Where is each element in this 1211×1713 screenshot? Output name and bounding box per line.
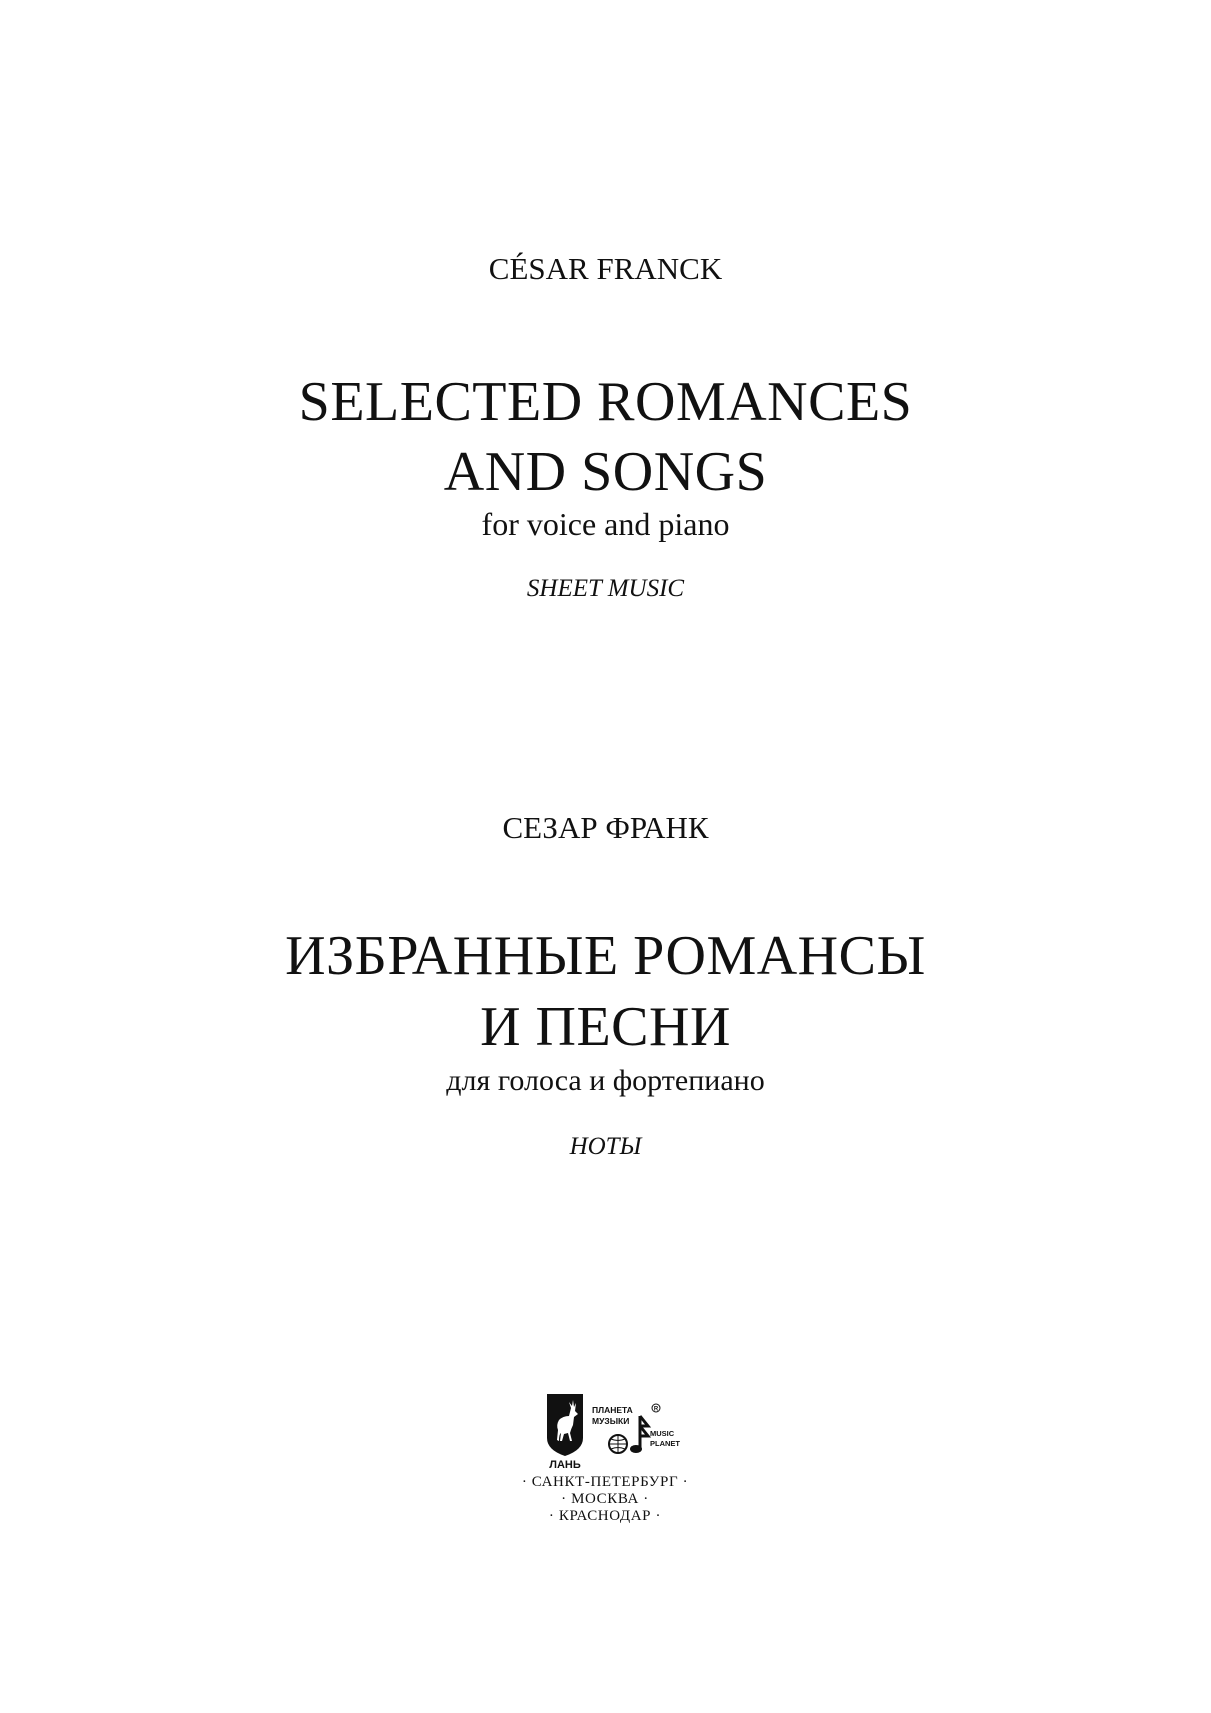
music-planet-logo bbox=[592, 1396, 682, 1466]
lan-deer-logo bbox=[545, 1392, 585, 1470]
title-russian-line-2: И ПЕСНИ bbox=[480, 996, 731, 1058]
svg-text:ПЛАНЕТА: ПЛАНЕТА bbox=[592, 1405, 633, 1415]
genre-english: SHEET MUSIC bbox=[526, 575, 685, 602]
svg-text:ЛАНЬ: ЛАНЬ bbox=[549, 1459, 581, 1470]
author-name-russian: СЕЗАР ФРАНК bbox=[502, 810, 709, 845]
publisher-block bbox=[505, 1392, 705, 1532]
svg-text:R: R bbox=[653, 1406, 659, 1413]
author-name-english: CÉSAR FRANCK bbox=[488, 251, 723, 286]
title-russian-line-1: ИЗБРАННЫЕ РОМАНСЫ bbox=[285, 925, 926, 987]
city-moscow: · МОСКВА · bbox=[505, 1491, 705, 1508]
svg-text:PLANET: PLANET bbox=[650, 1439, 680, 1448]
svg-text:MUSIC: MUSIC bbox=[650, 1429, 675, 1438]
city-krasnodar: · КРАСНОДАР · bbox=[505, 1508, 705, 1525]
title-english-line-1: SELECTED ROMANCES bbox=[298, 371, 913, 433]
title-english-line-2: AND SONGS bbox=[443, 441, 768, 503]
publisher-cities bbox=[505, 1474, 705, 1525]
svg-text:МУЗЫКИ: МУЗЫКИ bbox=[592, 1416, 630, 1426]
city-saint-petersburg: · САНКТ-ПЕТЕРБУРГ · bbox=[505, 1474, 705, 1491]
subtitle-russian: для голоса и фортепиано bbox=[446, 1064, 765, 1097]
genre-russian: НОТЫ bbox=[569, 1133, 642, 1160]
subtitle-english: for voice and piano bbox=[481, 506, 730, 542]
